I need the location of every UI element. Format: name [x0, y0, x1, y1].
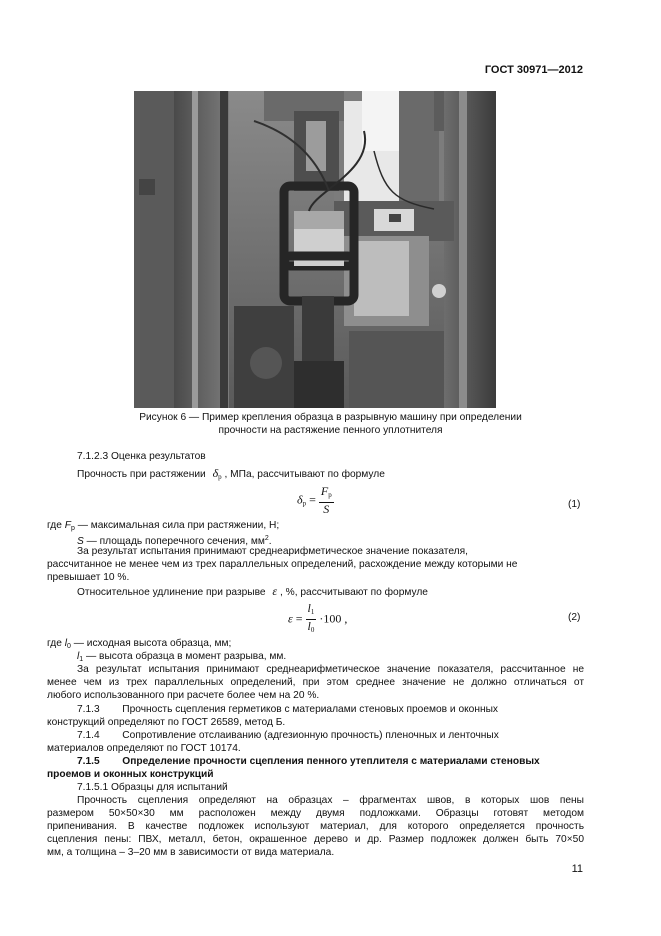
where-2-line-1: где $l_0$ — исходная высота образца, мм; [47, 638, 232, 650]
formula-1: $\delta_р$ = $\frac{F_p}{S}$ [297, 484, 332, 516]
document-id: ГОСТ 30971—2012 [484, 64, 583, 76]
formula-1-number: (1) [568, 499, 581, 510]
paragraph-1-line-1: За результат испытания принимают среднеарифметическое значение показателя, [77, 546, 468, 557]
formula-2-intro: Относительное удлинение при разрыве ε , %, рассчитывают по формуле [77, 584, 428, 598]
section-7-1-5-heading-line-2: проемов и оконных конструкций [47, 769, 214, 780]
paragraph-3-line-4: сцепления пены: ПВХ, металл, бетон, окрашенное дерево и др. Размер подложек должен быть 70×50 [47, 834, 584, 845]
section-7-1-4-line-1: 7.1.4 Сопротивление отслаиванию (адгезионную прочность) пленочных и ленточных [77, 730, 499, 741]
paragraph-2-line-2: менее чем из трех параллельных определений, при этом среднее значение не должно отличаться от [47, 677, 584, 688]
test-machine-photo [134, 91, 496, 408]
formula-1-intro: Прочность при растяжении $\delta_р$ , МПа, рассчитывают по формуле [77, 466, 385, 481]
figure-caption-line-2: прочности на растяжение пенного уплотнителя [218, 425, 443, 436]
paragraph-1-line-2: рассчитанное не менее чем из трех параллельных определений, расхождение между которыми не [47, 559, 518, 570]
section-heading-7-1-5-1: 7.1.5.1 Образцы для испытаний [77, 782, 228, 793]
where-1-line-2: S — площадь поперечного сечения, $мм^2$. [77, 535, 272, 547]
section-7-1-5-heading-line-1: 7.1.5 Определение прочности сцепления пенного утеплителя с материалами стеновых [77, 756, 540, 767]
paragraph-3-line-1: Прочность сцепления определяют на образцах – фрагментах швов, в которых шов пены [77, 795, 584, 806]
paragraph-2-line-3: любого использованного при расчете более чем на 20 %. [47, 690, 320, 701]
where-1-line-1: где $F_р$ — максимальная сила при растяжении, Н; [47, 520, 280, 532]
figure-caption-line-1: Рисунок 6 — Пример крепления образца в разрывную машину при определении [139, 412, 522, 423]
figure-photo [134, 91, 496, 408]
paragraph-1-line-3: превышает 10 %. [47, 572, 130, 583]
paragraph-3-line-3: припенивания. В качестве подложек используют материал, для которого определяется прочность [47, 821, 584, 832]
section-7-1-3-line-1: 7.1.3 Прочность сцепления герметиков с материалами стеновых проемов и оконных [77, 704, 499, 715]
paragraph-2-line-1: За результат испытания принимают среднеарифметическое значение показателя, рассчитанное не [77, 664, 584, 675]
section-7-1-4-line-2: материалов определяют по ГОСТ 10174. [47, 743, 241, 754]
section-heading-7-1-2-3: 7.1.2.3 Оценка результатов [77, 451, 206, 462]
page-number: 11 [571, 863, 583, 875]
formula-2-number: (2) [568, 612, 581, 623]
paragraph-3-line-2: размером 50×50×30 мм расположен между двумя подложками. Образцы готовят методом [47, 808, 584, 819]
formula-2: ε = $\frac{l_1}{l_0}$ ·100 , [288, 601, 348, 634]
section-7-1-3-line-2: конструкций определяют по ГОСТ 26589, метод Б. [47, 717, 286, 728]
where-2-line-2: $l_1$ — высота образца в момент разрыва, мм. [77, 651, 287, 663]
paragraph-3-line-5: мм, а толщина – 3–20 мм в зависимости от вида материала. [47, 847, 335, 858]
